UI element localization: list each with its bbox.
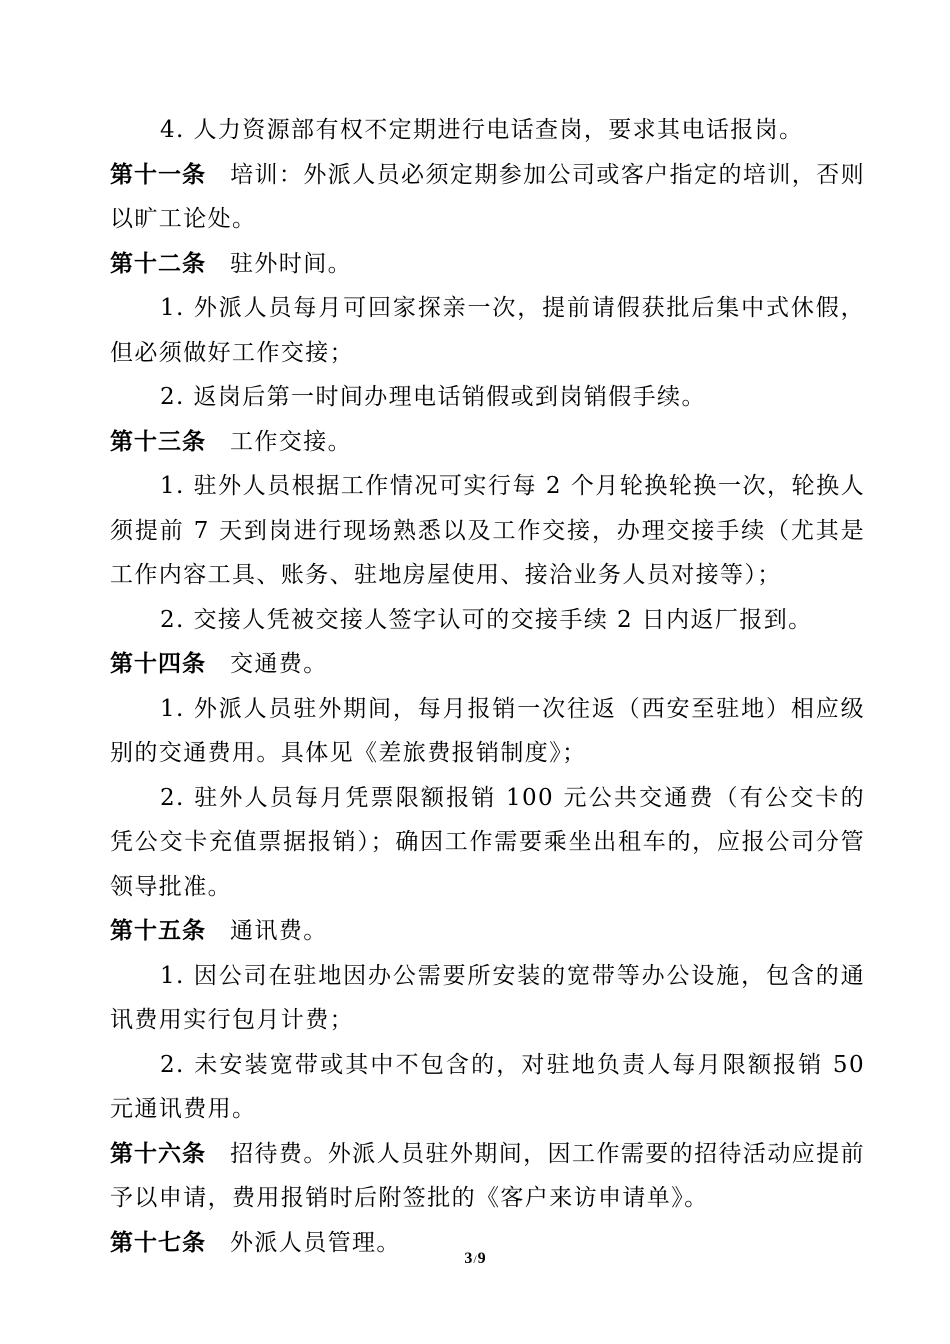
article-number: 第十五条 xyxy=(110,918,206,944)
article-number: 第十三条 xyxy=(110,428,206,455)
article-13-item-1: 1. 驻外人员根据工作情况可实行每 2 个月轮换轮换一次，轮换人须提前 7 天到岗进行现场熟悉以及工作交接，办理交接手续（尤其是工作内容工具、账务、驻地房屋使用、接洽业务人员对接等）； xyxy=(110,473,865,588)
article-text: 交通费。 xyxy=(230,651,328,677)
article-13-item-2: 2. 交接人凭被交接人签字认可的交接手续 2 日内返厂报到。 xyxy=(160,606,813,633)
article-number: 第十七条 xyxy=(110,1229,206,1256)
article-number: 第十六条 xyxy=(110,1140,207,1167)
article-text: 驻外时间。 xyxy=(230,250,352,277)
article-11 xyxy=(110,153,865,242)
page-number xyxy=(0,1250,950,1268)
document-body xyxy=(110,108,865,1265)
article-12-item-1: 1. 外派人员每月可回家探亲一次，提前请假获批后集中式休假，但必须做好工作交接； xyxy=(110,295,865,366)
article-number: 第十一条 xyxy=(110,161,207,188)
total-pages: 9 xyxy=(477,1250,486,1267)
article-number: 第十四条 xyxy=(110,651,206,677)
article-number: 第十二条 xyxy=(110,250,206,277)
paragraph-a10-item4: 4. 人力资源部有权不定期进行电话查岗，要求其电话报岗。 xyxy=(160,117,804,143)
current-page: 3 xyxy=(464,1250,473,1267)
article-12-item-2: 2. 返岗后第一时间办理电话销假或到岗销假手续。 xyxy=(160,384,706,410)
article-12 xyxy=(110,242,865,287)
article-text: 招待费。外派人员驻外期间，因工作需要的招待活动应提前予以申请，费用报销时后附签批的《客户来访申请单》。 xyxy=(110,1140,866,1211)
article-15-item-1: 1. 因公司在驻地因办公需要所安装的宽带等办公设施，包含的通讯费用实行包月计费； xyxy=(110,962,865,1033)
article-13 xyxy=(110,420,865,465)
article-16 xyxy=(110,1132,865,1221)
article-15-item-2: 2. 未安装宽带或其中不包含的，对驻地负责人每月限额报销 50 元通讯费用。 xyxy=(110,1051,865,1122)
article-text: 通讯费。 xyxy=(230,918,328,944)
article-text: 培训：外派人员必须定期参加公司或客户指定的培训，否则以旷工论处。 xyxy=(110,161,866,232)
article-14 xyxy=(110,642,865,687)
article-text: 工作交接。 xyxy=(230,428,352,455)
article-15 xyxy=(110,909,865,954)
page-separator: / xyxy=(473,1252,477,1266)
article-14-item-2: 2. 驻外人员每月凭票限额报销 100 元公共交通费（有公交卡的凭公交卡充值票据报销）；确因工作需要乘坐出租车的，应报公司分管领导批准。 xyxy=(110,784,865,900)
article-14-item-1: 1. 外派人员驻外期间，每月报销一次往返（西安至驻地）相应级别的交通费用。具体见《差旅费报销制度》； xyxy=(110,695,865,766)
article-text: 外派人员管理。 xyxy=(230,1229,401,1256)
